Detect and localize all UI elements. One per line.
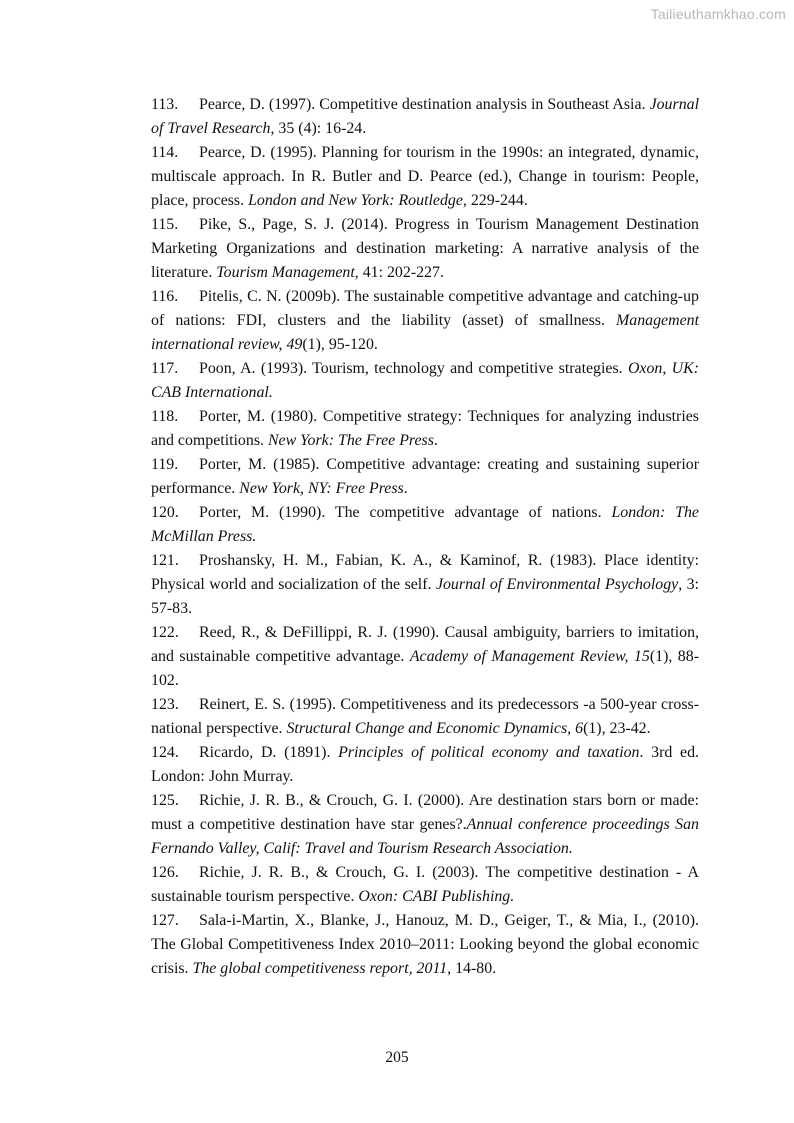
reference-number: 127. [151, 912, 179, 929]
reference-source-italic: Annual conference proceedings San Fernando Valley, Calif: Travel and Tourism Research Association. [151, 816, 699, 857]
reference-text: Pearce, D. (1995). Planning for tourism in the 1990s: an integrated, dynamic, multiscale approach. In R. Butler and D. Pearce (ed.), Change in tourism: People, place, process. [151, 144, 699, 209]
reference-entry [151, 621, 699, 693]
reference-entry [151, 693, 699, 741]
reference-text: Sala-i-Martin, X., Blanke, J., Hanouz, M. D., Geiger, T., & Mia, I., (2010). The Global Competitiveness Index 2010–2011: Looking beyond the global economic crisis. [151, 912, 699, 977]
reference-source-italic: Structural Change and Economic Dynamics, 6 [286, 720, 584, 737]
reference-entry [151, 93, 699, 141]
reference-source-italic: London: The McMillan Press. [151, 504, 699, 545]
reference-text: Porter, M. (1980). Competitive strategy: Techniques for analyzing industries and competitions. [151, 408, 699, 449]
reference-source-italic: Tourism Management [216, 264, 355, 281]
reference-number: 124. [151, 744, 179, 761]
reference-text: Porter, M. (1985). Competitive advantage: creating and sustaining superior performance. [151, 456, 699, 497]
watermark: Tailieuthamkhao.com [650, 6, 786, 22]
reference-text: Pike, S., Page, S. J. (2014). Progress in Tourism Management Destination Marketing Organizations and destination marketing: A narrative analysis of the literature. [151, 216, 699, 281]
reference-number: 118. [151, 408, 179, 425]
reference-entry [151, 213, 699, 285]
reference-text: . [433, 432, 438, 449]
reference-text: (1), 88-102. [151, 648, 699, 689]
reference-number: 114. [151, 144, 179, 161]
reference-source-italic: Management international review, 49 [151, 312, 699, 353]
reference-text: (1), 23-42. [583, 720, 651, 737]
reference-source-italic: New York: The Free Press [267, 432, 434, 449]
reference-entry [151, 549, 699, 621]
reference-source-italic: New York, NY: Free Press [239, 480, 404, 497]
reference-text: Reed, R., & DeFillippi, R. J. (1990). Causal ambiguity, barriers to imitation, and sustainable competitive advantage. [151, 624, 699, 665]
reference-text: (1), 95-120. [302, 336, 378, 353]
reference-number: 126. [151, 864, 179, 881]
reference-text: , 41: 202-227. [354, 264, 444, 281]
reference-text: . [403, 480, 408, 497]
reference-source-italic: Oxon, UK: CAB International. [151, 360, 699, 401]
reference-source-italic: London and New York: Routledge [248, 192, 463, 209]
reference-text: , 14-80. [447, 960, 497, 977]
reference-text: Proshansky, H. M., Fabian, K. A., & Kaminof, R. (1983). Place identity: Physical world and socialization of the self. [151, 552, 699, 593]
reference-number: 122. [151, 624, 179, 641]
reference-number: 117. [151, 360, 179, 377]
reference-entry [151, 741, 699, 789]
reference-text: , 35 (4): 16-24. [270, 120, 367, 137]
reference-source-italic: Oxon: CABI Publishing. [358, 888, 515, 905]
reference-entry [151, 405, 699, 453]
reference-entry [151, 789, 699, 861]
reference-text: , 229-244. [462, 192, 528, 209]
reference-number: 113. [151, 96, 179, 113]
reference-source-italic: The global competitiveness report, 2011 [192, 960, 448, 977]
reference-text: Poon, A. (1993). Tourism, technology and competitive strategies. [199, 360, 628, 377]
reference-number: 116. [151, 288, 179, 305]
reference-text: Ricardo, D. (1891). [199, 744, 339, 761]
reference-source-italic: Academy of Management Review, 15 [409, 648, 650, 665]
reference-text: Richie, J. R. B., & Crouch, G. I. (2003). The competitive destination - A sustainable tourism perspective. [151, 864, 699, 905]
reference-number: 121. [151, 552, 179, 569]
reference-entry [151, 141, 699, 213]
reference-entry [151, 909, 699, 981]
reference-text: Porter, M. (1990). The competitive advantage of nations. [199, 504, 612, 521]
reference-list [151, 93, 699, 981]
reference-source-italic: Journal of Environmental Psychology [435, 576, 679, 593]
reference-entry [151, 501, 699, 549]
reference-entry [151, 285, 699, 357]
reference-number: 119. [151, 456, 179, 473]
reference-text: , 3: 57-83. [151, 576, 699, 617]
reference-text: Pearce, D. (1997). Competitive destination analysis in Southeast Asia. [199, 96, 650, 113]
reference-text: . 3rd ed. London: John Murray. [151, 744, 699, 785]
reference-text: Pitelis, C. N. (2009b). The sustainable competitive advantage and catching-up of nations: FDI, clusters and the liability (asset) of smallness. [151, 288, 699, 329]
reference-entry [151, 357, 699, 405]
reference-source-italic: Journal of Travel Research [151, 96, 699, 137]
reference-entry [151, 861, 699, 909]
reference-text: Richie, J. R. B., & Crouch, G. I. (2000). Are destination stars born or made: must a competitive destination have star genes?. [151, 792, 699, 833]
reference-source-italic: Principles of political economy and taxation [338, 744, 640, 761]
reference-number: 125. [151, 792, 179, 809]
reference-number: 123. [151, 696, 179, 713]
reference-number: 115. [151, 216, 179, 233]
reference-text: Reinert, E. S. (1995). Competitiveness and its predecessors -a 500-year cross-national perspective. [151, 696, 699, 737]
page-number: 205 [385, 1049, 409, 1066]
reference-entry [151, 453, 699, 501]
reference-number: 120. [151, 504, 179, 521]
